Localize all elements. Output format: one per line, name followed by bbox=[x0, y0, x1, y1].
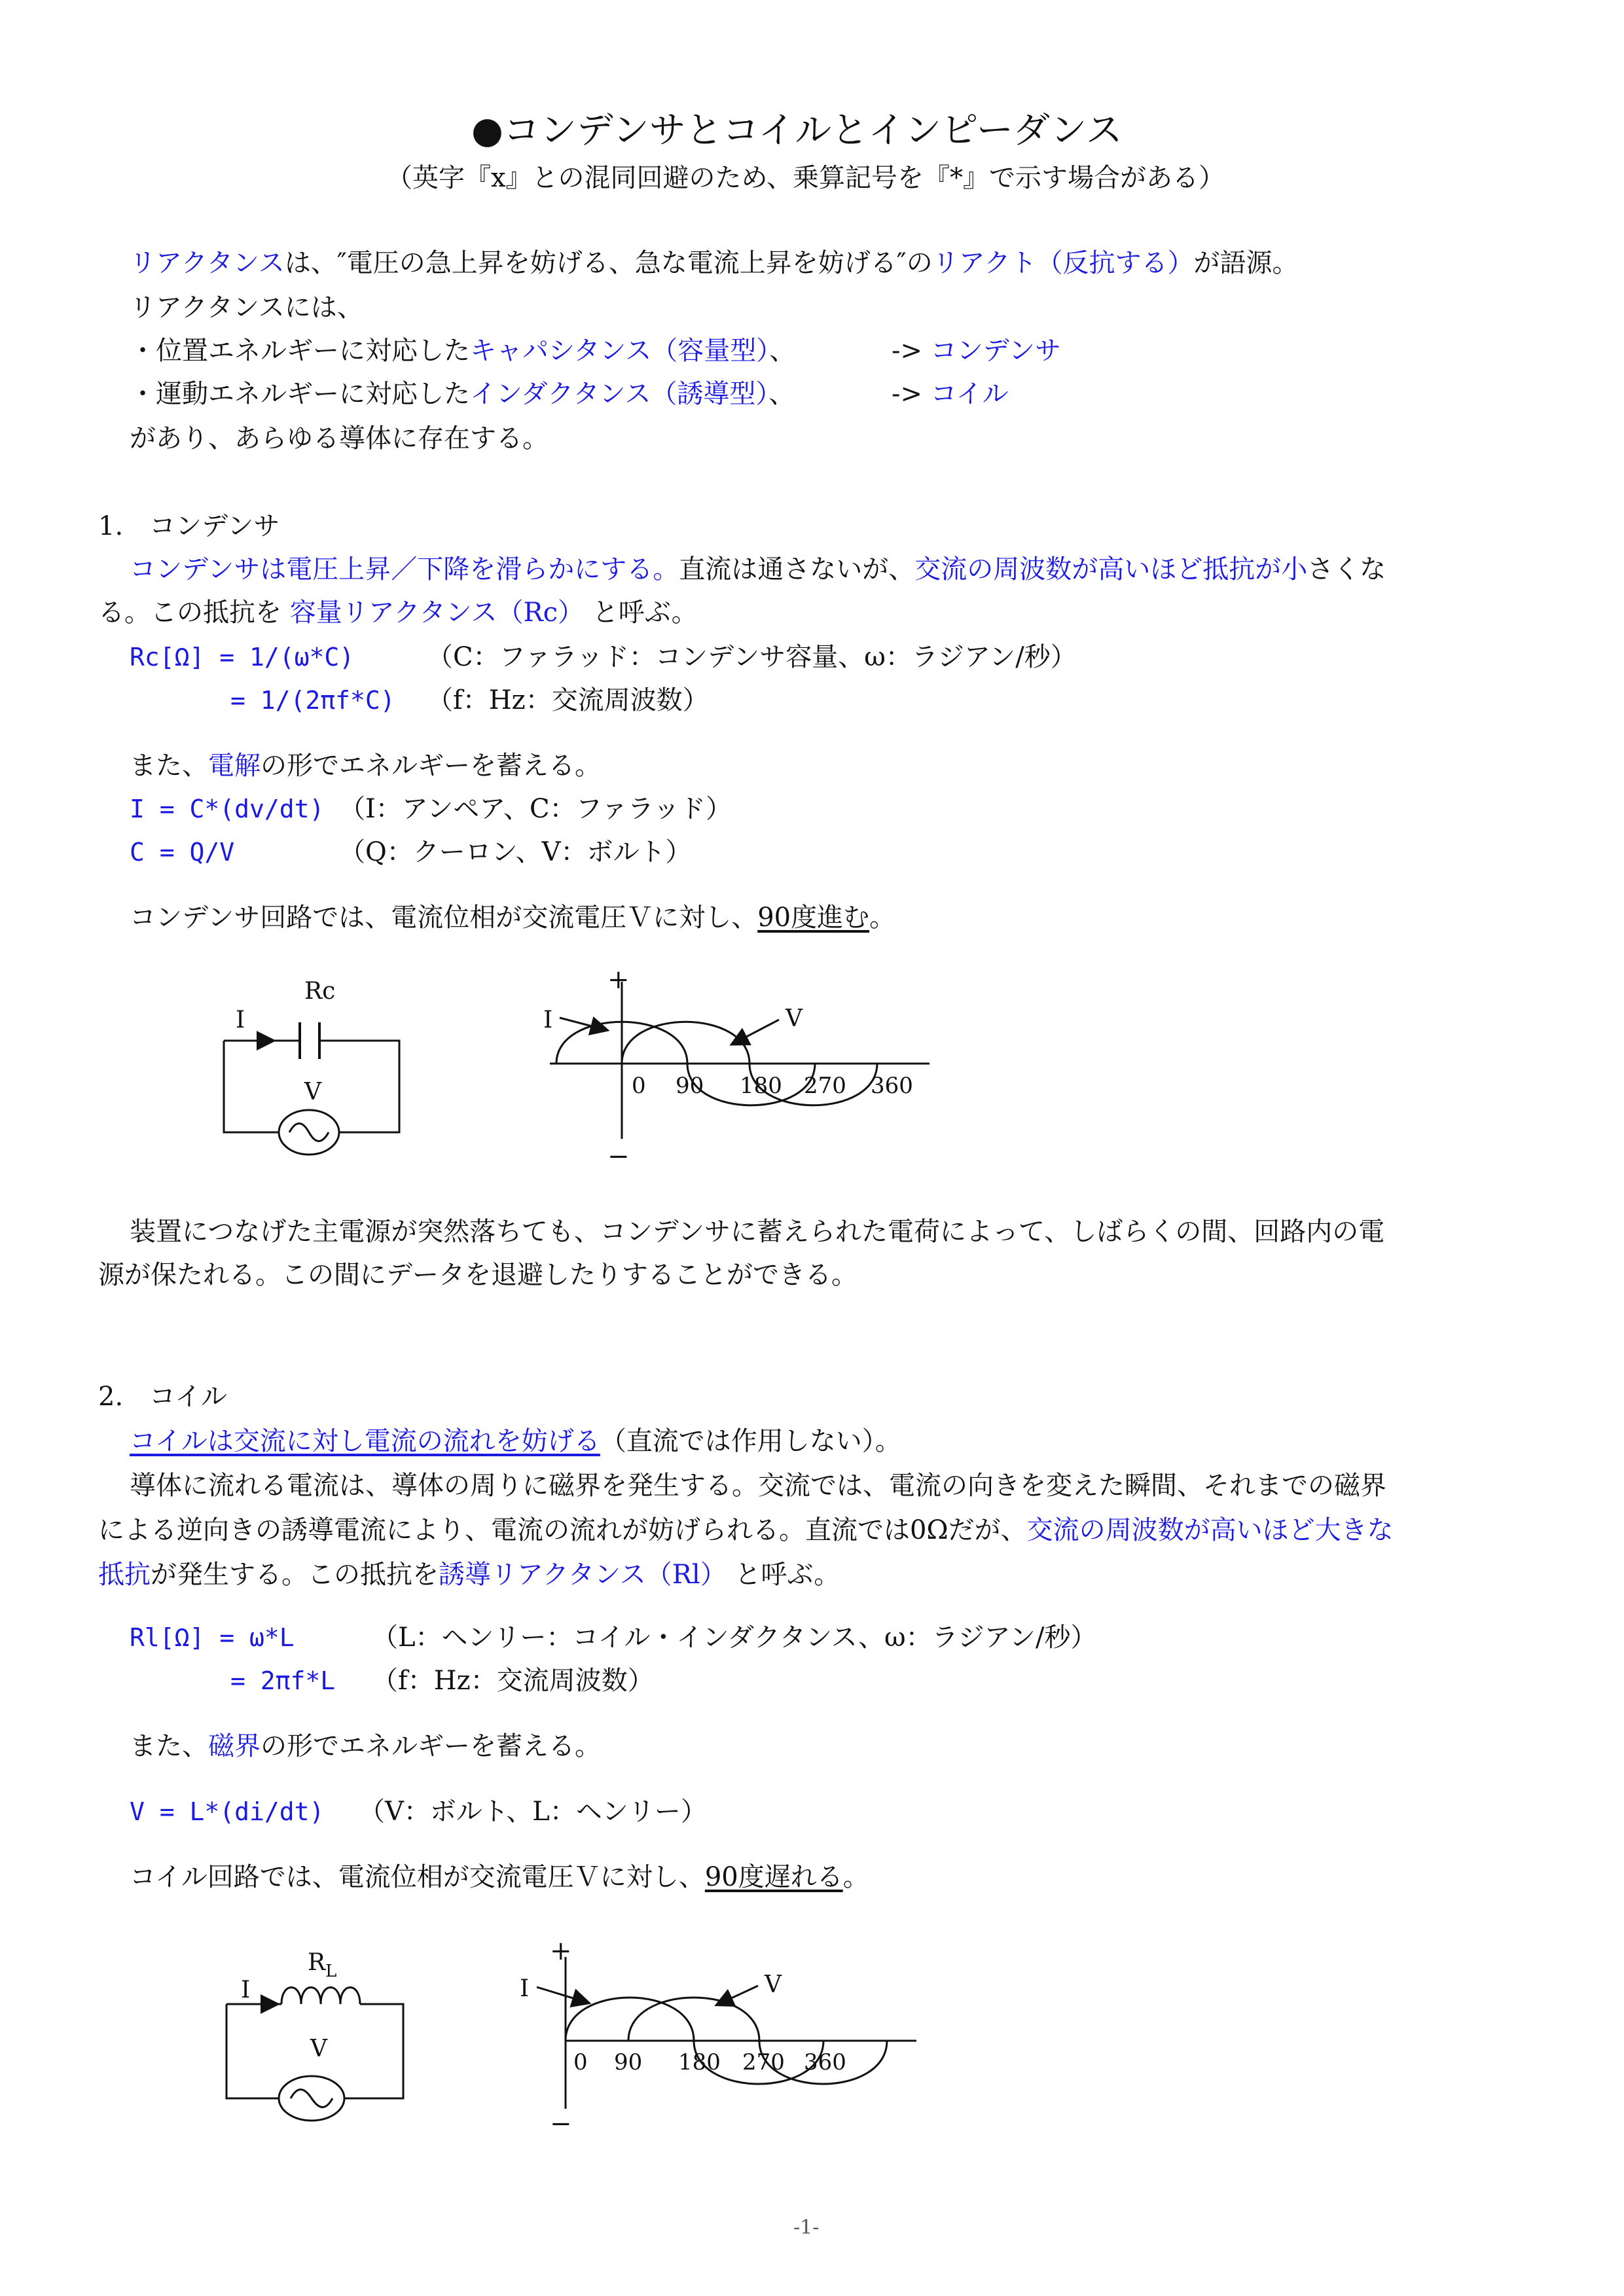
wave-tick-labels bbox=[632, 1073, 913, 1099]
current-pointer-icon bbox=[560, 1018, 602, 1029]
s1-para-4: コンデンサ回路では、電流位相が交流電圧Ｖに対し、90度進む。 bbox=[130, 903, 896, 933]
tick-90: 90 bbox=[614, 2049, 643, 2075]
circuit-voltage-label: V bbox=[310, 2036, 327, 2062]
coil-waveform bbox=[511, 1936, 929, 2139]
s1-formula-1: Rc[Ω] = 1/(ω*C) bbox=[130, 643, 355, 672]
voltage-pointer-icon bbox=[721, 1986, 758, 2003]
tick-360: 360 bbox=[804, 2049, 846, 2075]
s1-para-1: コンデンサは電圧上昇／下降を滑らかにする。直流は通さないが、交流の周波数が高いほど抵抗が小さくな bbox=[130, 554, 1386, 584]
s2-formula-1-note: （L：ヘンリー：コイル・インダクタンス、ω：ラジアン/秒） bbox=[372, 1623, 1097, 1653]
tick-0: 0 bbox=[632, 1073, 646, 1099]
s2-formula-3: V = L*(di/dt) bbox=[130, 1797, 325, 1826]
s1-para-3: また、電解の形でエネルギーを蓄える。 bbox=[130, 751, 601, 781]
reactance-term: リアクタンス bbox=[130, 248, 285, 278]
coil-circuit-diagram bbox=[216, 1937, 419, 2134]
coil-term: コイル bbox=[930, 379, 1009, 409]
wave-tick-labels bbox=[573, 2049, 846, 2075]
s2-para-1: コイルは交流に対し電流の流れを妨げる（直流では作用しない）。 bbox=[130, 1426, 901, 1456]
wave-voltage-label: V bbox=[765, 1971, 782, 1998]
tick-180: 180 bbox=[740, 1073, 782, 1099]
s2-formula-1: Rl[Ω] = ω*L bbox=[130, 1623, 295, 1652]
s2-formula-3-note: （V：ボルト、L：ヘンリー） bbox=[359, 1797, 707, 1827]
page-subtitle: （英字『x』との混同回避のため、乗算記号を『*』で示す場合がある） bbox=[386, 163, 1225, 193]
section-1-heading: 1. コンデンサ bbox=[98, 511, 280, 541]
section-2-heading: 2. コイル bbox=[98, 1382, 227, 1412]
s2-formula-2-note: （f：Hz：交流周波数） bbox=[372, 1666, 654, 1696]
tick-0: 0 bbox=[573, 2049, 588, 2075]
s2-para-4: 抵抗が発生する。この抵抗を誘導リアクタンス（Rl） と呼ぶ。 bbox=[98, 1560, 840, 1590]
current-pointer-icon bbox=[537, 1987, 584, 2001]
s1-para-5: 装置につなげた主電源が突然落ちても、コンデンサに蓄えられた電荷によって、しばらくの間、回路内の電 bbox=[130, 1217, 1385, 1247]
s1-formula-1-note: （C：ファラッド：コンデンサ容量、ω：ラジアン/秒） bbox=[427, 642, 1077, 672]
capacitor-waveform bbox=[530, 965, 936, 1172]
tick-270: 270 bbox=[742, 2049, 785, 2075]
s1-para-6: 源が保たれる。この間にデータを退避したりすることができる。 bbox=[98, 1260, 857, 1290]
circuit-current-label: I bbox=[241, 1977, 251, 2003]
axis-minus-label: − bbox=[607, 1141, 630, 1172]
page-number: -1- bbox=[793, 2216, 820, 2239]
s2-formula-2: = 2πf*L bbox=[230, 1666, 336, 1695]
intro-line-2: リアクタンスには、 bbox=[130, 293, 363, 323]
s1-formula-4-note: （Q：クーロン、V：ボルト） bbox=[339, 837, 692, 867]
tick-180: 180 bbox=[678, 2049, 721, 2075]
react-term: リアクト（反抗する） bbox=[932, 248, 1194, 278]
tick-270: 270 bbox=[804, 1073, 846, 1099]
axis-minus-label: − bbox=[550, 2109, 572, 2139]
capacitor-circuit-diagram bbox=[216, 975, 412, 1172]
intro-line-4: ・運動エネルギーに対応したインダクタンス（誘導型）、 bbox=[130, 379, 795, 409]
s1-formula-4: C = Q/V bbox=[130, 838, 235, 867]
s2-para-6: コイル回路では、電流位相が交流電圧Ｖに対し、90度遅れる。 bbox=[130, 1862, 869, 1892]
capacitance-term: キャパシタンス（容量型） bbox=[470, 336, 770, 366]
capacitor-label-rc: Rc bbox=[304, 978, 336, 1005]
intro-line-3: ・位置エネルギーに対応したキャパシタンス（容量型）、 bbox=[130, 336, 796, 366]
s1-formula-2-note: （f：Hz：交流周波数） bbox=[427, 685, 709, 715]
s1-formula-3: I = C*(dv/dt) bbox=[130, 795, 325, 823]
s1-para-2: る。この抵抗を 容量リアクタンス（Rc） と呼ぶ。 bbox=[98, 598, 698, 628]
intro-arrow-4: -> コイル bbox=[892, 379, 1009, 409]
s1-formula-2: = 1/(2πf*C) bbox=[230, 686, 395, 715]
inductor-coil-icon bbox=[281, 1988, 360, 2005]
wave-voltage-label: V bbox=[785, 1005, 803, 1032]
intro-arrow-3: -> コンデンサ bbox=[892, 336, 1061, 366]
coil-label-rl: $R_L$ bbox=[308, 1949, 337, 1981]
page-title: ●コンデンサとコイルとインピーダンス bbox=[471, 109, 1123, 152]
s2-para-5: また、磁界の形でエネルギーを蓄える。 bbox=[130, 1731, 601, 1761]
circuit-current-label: I bbox=[236, 1007, 245, 1033]
capacitor-term: コンデンサ bbox=[930, 336, 1061, 366]
tick-360: 360 bbox=[871, 1073, 913, 1099]
wave-current-label: I bbox=[543, 1007, 553, 1033]
axis-plus-label: + bbox=[550, 1936, 572, 1966]
tick-90: 90 bbox=[676, 1073, 704, 1099]
s1-formula-3-note: （I：アンペア、C：ファラッド） bbox=[339, 794, 732, 824]
intro-line-1: リアクタンスは、″電圧の急上昇を妨げる、急な電流上昇を妨げる″のリアクト（反抗する）が語源。 bbox=[130, 248, 1299, 278]
wave-current-label: I bbox=[520, 1975, 530, 2002]
s2-para-2: 導体に流れる電流は、導体の周りに磁界を発生する。交流では、電流の向きを変えた瞬間、それまでの磁界 bbox=[130, 1471, 1386, 1501]
voltage-pointer-icon bbox=[736, 1020, 779, 1042]
axis-plus-label: + bbox=[607, 965, 630, 995]
s2-para-3: による逆向きの誘導電流により、電流の流れが妨げられる。直流では0Ωだが、交流の周波数が高いほど大きな bbox=[98, 1515, 1394, 1545]
intro-line-5: があり、あらゆる導体に存在する。 bbox=[130, 423, 549, 454]
circuit-voltage-label: V bbox=[304, 1079, 321, 1105]
inductance-term: インダクタンス（誘導型） bbox=[470, 379, 769, 409]
